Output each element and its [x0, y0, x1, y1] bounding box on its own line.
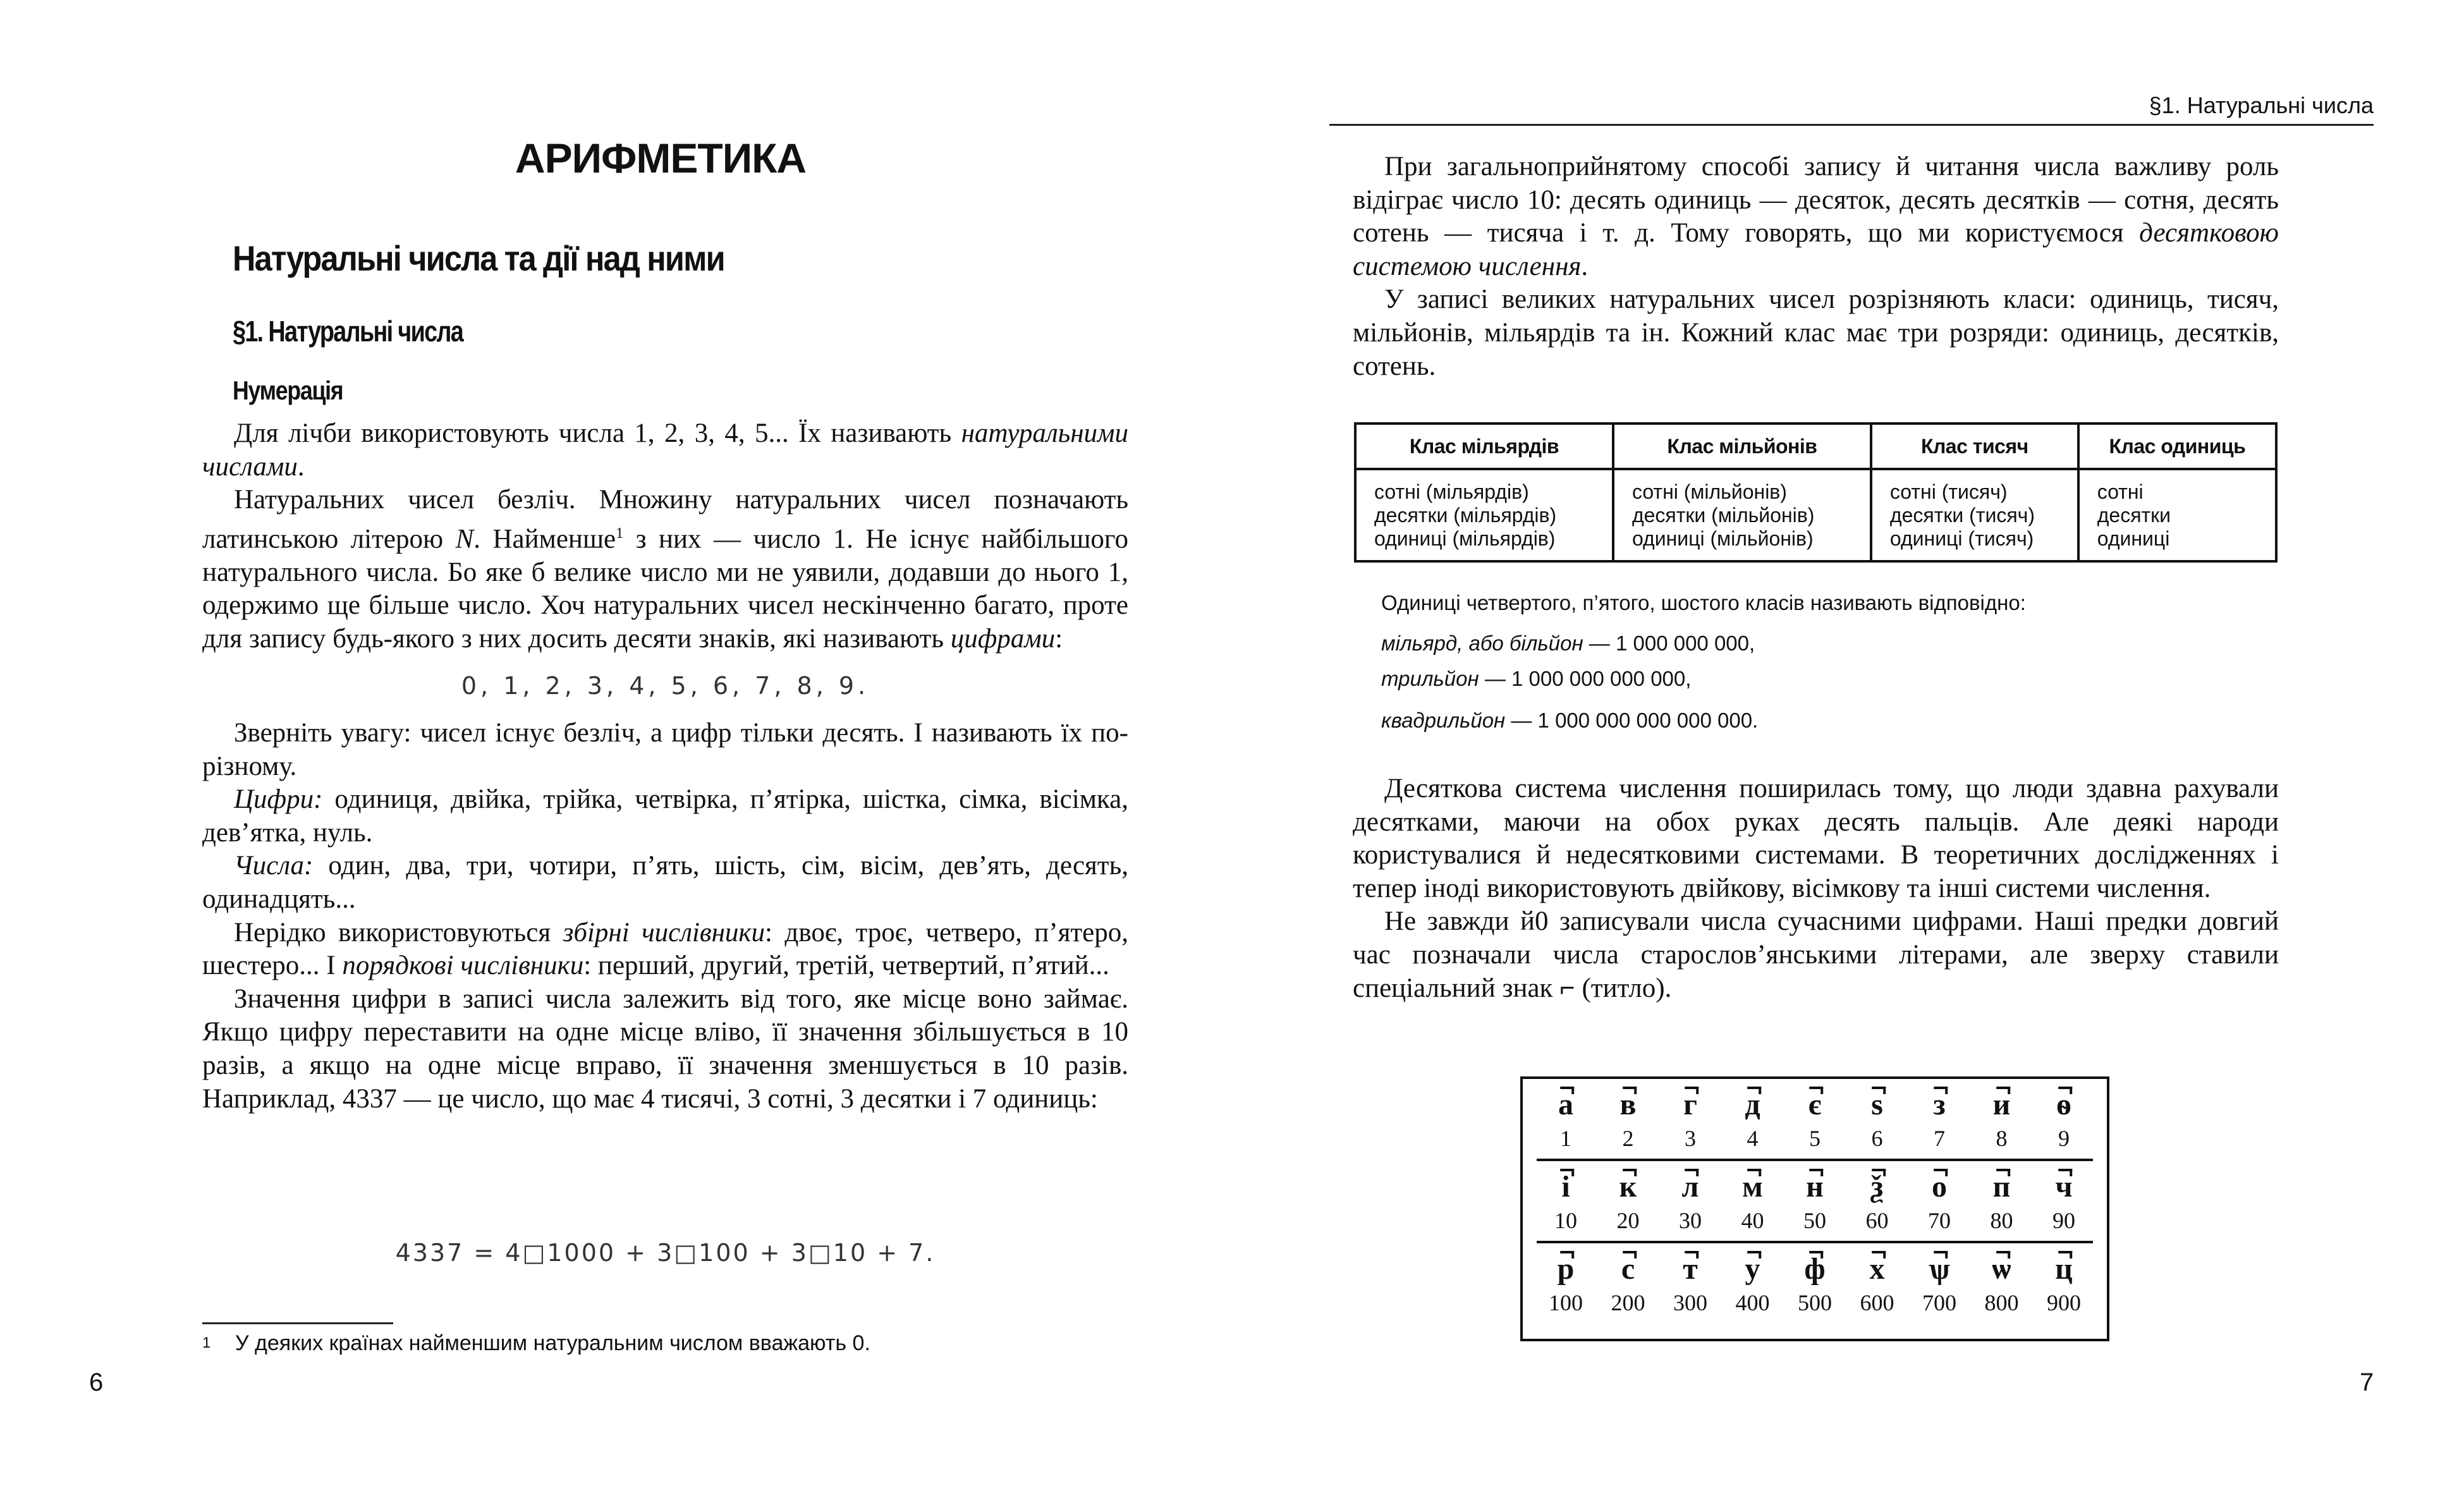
slavonic-letter: и — [1992, 1088, 2011, 1121]
table-cell — [2078, 469, 2276, 561]
value: 600 — [1860, 1290, 1894, 1315]
emphasis: збірні числівники — [563, 917, 765, 948]
emphasis: цифрами — [950, 623, 1056, 654]
cell-line: сотні (мільйонів) — [1631, 480, 1787, 503]
slavonic-cell — [1914, 1167, 1965, 1234]
slavonic-cell — [1665, 1250, 1716, 1317]
slavonic-cell — [2039, 1085, 2089, 1152]
slavonic-divider — [1537, 1159, 2093, 1161]
titlo-icon — [1747, 1169, 1761, 1176]
paragraph-digits — [202, 783, 1128, 850]
titlo-icon — [1623, 1251, 1637, 1258]
titlo-icon — [1685, 1087, 1699, 1094]
slavonic-cell — [1852, 1250, 1903, 1317]
cell-line: одиниці — [2097, 527, 2170, 550]
titlo-icon — [1996, 1169, 2010, 1176]
titlo-icon — [1872, 1169, 1886, 1176]
slavonic-cell — [1852, 1085, 1903, 1152]
classes-table — [1354, 422, 2278, 563]
slavonic-cell — [1540, 1250, 1591, 1317]
column-header: Клас тисяч — [1871, 424, 2078, 469]
text: : — [1055, 623, 1063, 654]
footnote-text: У деяких країнах найменшим натуральним числом вважають 0. — [235, 1331, 870, 1355]
slavonic-numerals-table — [1520, 1076, 2109, 1341]
right-body-bottom — [1353, 772, 2279, 1005]
value: 100 — [1549, 1290, 1583, 1315]
footnote-rule — [202, 1322, 393, 1324]
titlo-icon — [1996, 1251, 2010, 1258]
value: 10 — [1554, 1208, 1577, 1233]
titlo-icon — [1685, 1169, 1699, 1176]
cell-line: сотні — [2097, 480, 2144, 503]
text: Для лічби використовують числа 1, 2, 3, 4, 5... Їх називають — [234, 418, 961, 448]
titlo-icon — [1747, 1251, 1761, 1258]
value: 1 — [1560, 1126, 1571, 1151]
paragraph-numbers — [202, 850, 1128, 916]
text: . — [1581, 251, 1589, 281]
text: : перший, другий, третій, четвертий, п’ятий... — [583, 951, 1109, 981]
paragraph-infinite — [202, 484, 1128, 655]
titlo-icon — [1934, 1251, 1948, 1258]
right-body-top — [1353, 150, 2279, 383]
text: одиниця, двійка, трійка, четвірка, п’ятірка, шістка, сімка, вісімка, дев’ятка, нуль. — [202, 784, 1128, 848]
table-cell — [1613, 469, 1871, 561]
paragraph-attention: Зверніть увагу: чисел існує безліч, а цифр тільки десять. І називають їх по-різному. — [202, 718, 1128, 781]
subsection-title: Нумерація — [233, 375, 343, 405]
paragraph-natural-numbers — [202, 417, 1128, 484]
slavonic-letter: н — [1806, 1170, 1824, 1204]
column-header: Клас мільйонів — [1613, 424, 1871, 469]
text: (титло). — [1575, 973, 1672, 1003]
cell-line: одиниці (тисяч) — [1889, 527, 2034, 550]
value: 60 — [1865, 1208, 1889, 1233]
slavonic-letter: ѕ — [1852, 1085, 1903, 1124]
slavonic-cell — [1790, 1250, 1840, 1317]
slavonic-cell — [1665, 1167, 1716, 1234]
slavonic-cell — [1914, 1085, 1965, 1152]
value: 40 — [1741, 1208, 1764, 1233]
text: з них — число 1. Не існує найбільшого натурального числа. Бо яке б велике число ми не уявили, додавши до нього 1, одержимо ще більше число. Хоч натуральних чисел нескінченно багато, проте для запису будь-якого з них досить десяти знаків, які називають — [202, 524, 1129, 654]
value: 400 — [1735, 1290, 1770, 1315]
value: 700 — [1922, 1290, 1956, 1315]
titlo-icon — [1623, 1087, 1637, 1094]
slavonic-letter: а — [1558, 1088, 1573, 1121]
slavonic-cell — [1977, 1250, 2027, 1317]
digits-line: 0, 1, 2, 3, 4, 5, 6, 7, 8, 9. — [461, 672, 870, 700]
text: Натуральних чисел безліч. Множину натуральних чисел позначають латинською літерою — [202, 485, 1128, 554]
slavonic-letter: п — [1992, 1170, 2011, 1204]
note-item — [1381, 709, 2266, 733]
value: 800 — [1984, 1290, 2019, 1315]
value: 50 — [1803, 1208, 1826, 1233]
slavonic-row-units — [1523, 1085, 2107, 1152]
slavonic-divider — [1537, 1241, 2093, 1243]
value: 9 — [2058, 1126, 2070, 1151]
cell-line: десятки — [2097, 503, 2171, 527]
note-term: мільярд, або більйон — [1381, 631, 1583, 655]
value: 7 — [1934, 1126, 1945, 1151]
value: 70 — [1928, 1208, 1951, 1233]
text: один, два, три, чотири, п’ять, шість, сім, вісім, дев’ять, десять, одинадцять... — [202, 851, 1128, 915]
paragraph-classes: У записі великих натуральних чисел розрізняють класи: одиниць, тисяч, мільйонів, мільярдів та ін. Кожний клас має три розряди: одиниць, десятків, сотень. — [1353, 284, 2279, 381]
table-cell — [1355, 469, 1613, 561]
titlo-icon — [1872, 1251, 1886, 1258]
slavonic-letter: м — [1742, 1170, 1763, 1204]
note-term: трильйон — [1381, 667, 1479, 690]
slavonic-letter: к — [1619, 1170, 1637, 1204]
slavonic-letter: т — [1683, 1252, 1698, 1286]
chapter-title-text: АРИФМЕТИКА — [515, 135, 807, 181]
cell-line: десятки (мільйонів) — [1631, 503, 1815, 527]
slavonic-letter: ѱ — [1929, 1252, 1950, 1286]
slavonic-letter: і — [1540, 1167, 1591, 1207]
value: 90 — [2052, 1208, 2075, 1233]
titlo-icon — [1685, 1251, 1699, 1258]
value: 2 — [1622, 1126, 1634, 1151]
slavonic-cell — [1603, 1085, 1654, 1152]
value: 900 — [2047, 1290, 2081, 1315]
titlo-icon — [1560, 1251, 1574, 1258]
column-header: Клас одиниць — [2078, 424, 2276, 469]
chapter-title — [0, 134, 1327, 182]
slavonic-letter: л — [1681, 1170, 1699, 1204]
value: 200 — [1611, 1290, 1645, 1315]
titlo-icon — [1996, 1087, 2010, 1094]
table-row — [1355, 469, 2276, 561]
slavonic-cell — [1540, 1085, 1591, 1152]
titlo-icon — [2058, 1087, 2072, 1094]
slavonic-cell — [1728, 1167, 1778, 1234]
table-header-row — [1355, 424, 2276, 469]
slavonic-letter: з — [1914, 1085, 1965, 1124]
titlo-icon — [1809, 1087, 1823, 1094]
note-value: — 1 000 000 000, — [1583, 631, 1755, 655]
note-value: — 1 000 000 000 000 000. — [1505, 709, 1759, 732]
titlo-icon — [1623, 1169, 1637, 1176]
page-number-right: 7 — [2360, 1368, 2374, 1396]
titlo-icon — [1809, 1169, 1823, 1176]
text: . Найменше — [473, 524, 616, 554]
value: 20 — [1616, 1208, 1640, 1233]
slavonic-letter: о — [1932, 1170, 1947, 1204]
value: 6 — [1871, 1126, 1883, 1151]
slavonic-cell — [2039, 1250, 2089, 1317]
section-title: Натуральні числа та дії над ними — [233, 238, 724, 278]
slavonic-row-hundreds — [1523, 1250, 2107, 1317]
titlo-icon — [1872, 1087, 1886, 1094]
slavonic-letter: ѡ — [1992, 1252, 2011, 1286]
slavonic-cell — [2039, 1167, 2089, 1234]
text: : двоє, троє, четверо, п’ятеро, шестеро... І — [202, 917, 1129, 981]
note-term: квадрильйон — [1381, 709, 1506, 732]
slavonic-letter: с — [1603, 1250, 1654, 1289]
emphasis: Числа: — [234, 851, 314, 881]
slavonic-letter: ѳ — [2056, 1088, 2071, 1121]
titlo-icon — [1809, 1251, 1823, 1258]
slavonic-cell — [1914, 1250, 1965, 1317]
slavonic-letter: д — [1745, 1088, 1760, 1121]
slavonic-letter: р — [1557, 1252, 1575, 1286]
footnote-reference[interactable]: 1 — [616, 525, 624, 542]
footnote — [202, 1332, 1150, 1355]
table-cell — [1871, 469, 2078, 561]
note-item — [1381, 667, 2266, 709]
note-intro: Одиниці четвертого, п’ятого, шостого класів називають відповідно: — [1381, 591, 2026, 614]
left-body — [202, 417, 1128, 1116]
slavonic-letter: в — [1619, 1088, 1637, 1121]
slavonic-letter: ѯ — [1852, 1167, 1903, 1207]
slavonic-cell — [1728, 1085, 1778, 1152]
slavonic-letter: х — [1869, 1252, 1885, 1286]
slavonic-cell — [1852, 1167, 1903, 1234]
set-symbol: N — [455, 524, 474, 554]
slavonic-cell — [1790, 1085, 1840, 1152]
value: 500 — [1798, 1290, 1832, 1315]
value: 4 — [1747, 1126, 1759, 1151]
running-head: §1. Натуральні числа — [2149, 92, 2374, 118]
paragraph-numerals — [202, 917, 1128, 983]
large-classes-note — [1381, 591, 2266, 733]
titlo-icon — [1934, 1087, 1948, 1094]
value: 8 — [1996, 1126, 2008, 1151]
titlo-sign-icon: ⌐ — [1559, 973, 1575, 1003]
note-item — [1381, 631, 2266, 667]
cell-line: одиниці (мільярдів) — [1374, 527, 1556, 550]
slavonic-cell — [1540, 1167, 1591, 1234]
text: Не завжди й0 записували числа сучасними цифрами. Наші предки довгий час позначали числа старослов’янськими літерами, але зверху ставили спеціальний знак — [1353, 906, 2279, 1003]
cell-line: сотні (тисяч) — [1889, 480, 2008, 503]
value: 30 — [1679, 1208, 1702, 1233]
titlo-icon — [1747, 1087, 1761, 1094]
slavonic-letter: ч — [2055, 1170, 2073, 1204]
slavonic-row-tens — [1523, 1167, 2107, 1234]
slavonic-cell — [1790, 1167, 1840, 1234]
value: 80 — [1990, 1208, 2013, 1233]
slavonic-cell — [1603, 1250, 1654, 1317]
text: . — [297, 451, 305, 482]
slavonic-cell — [1603, 1167, 1654, 1234]
text: При загальноприйнятому способі запису й читання числа важливу роль відіграє число 10: десять одиниць — десяток, десять десятків — сотня, десять сотень — тисяча і т. д. Тому говорять, що ми користуємося — [1353, 152, 2279, 248]
value: 5 — [1809, 1126, 1821, 1151]
classes-table-grid — [1354, 422, 2278, 563]
slavonic-letter: ц — [2055, 1252, 2073, 1286]
slavonic-letter: є — [1790, 1085, 1840, 1124]
slavonic-letter: г — [1665, 1085, 1716, 1124]
slavonic-letter: у — [1745, 1252, 1760, 1286]
note-value: — 1 000 000 000 000, — [1479, 667, 1692, 690]
value: 300 — [1673, 1290, 1707, 1315]
slavonic-cell — [1728, 1250, 1778, 1317]
emphasis: Цифри: — [234, 784, 323, 815]
paragraph-decimal-system — [1353, 150, 2279, 283]
cell-line: сотні (мільярдів) — [1374, 480, 1529, 503]
emphasis: десятковою системою числення — [1353, 218, 2279, 281]
emphasis: порядкові числівники — [342, 951, 584, 981]
footnote-marker: 1 — [202, 1334, 211, 1351]
slavonic-cell — [1977, 1167, 2027, 1234]
column-header: Клас мільярдів — [1355, 424, 1613, 469]
cell-line: десятки (тисяч) — [1889, 503, 2035, 527]
titlo-icon — [1560, 1169, 1574, 1176]
value: 3 — [1685, 1126, 1696, 1151]
emphasis: натуральними числами — [202, 418, 1128, 482]
paragraph-place-value: Значення цифри в записі числа залежить від того, яке місце воно займає. Якщо цифру переставити на одне місце вліво, її значення збільшується в 10 разів, а якщо на одне місце вправо, її значення зменшується в 10 разів. Наприклад, 4337 — це число, що має 4 тисячі, 3 сотні, 3 десятки і 7 одиниць: — [202, 984, 1128, 1114]
slavonic-cell — [1665, 1085, 1716, 1152]
paragraph-history: Десяткова система числення поширилась тому, що люди здавна рахували десятками, маючи на обох руках десять пальців. Але деякі народи користувалися й недесятковими системами. В теоретичних дослідженнях і тепер іноді використовують двійкову, вісімкову та інші системи числення. — [1353, 774, 2279, 903]
paragraph-slavonic — [1353, 905, 2279, 1005]
titlo-icon — [2058, 1169, 2072, 1176]
titlo-icon — [1560, 1087, 1574, 1094]
cell-line: десятки (мільярдів) — [1374, 503, 1557, 527]
slavonic-letter: ф — [1804, 1252, 1826, 1286]
text: Нерідко використовуються — [234, 917, 563, 948]
running-head-rule — [1329, 124, 2374, 126]
titlo-icon — [1934, 1169, 1948, 1176]
page-number-left: 6 — [89, 1368, 104, 1396]
paragraph-title: §1. Натуральні числа — [233, 315, 463, 348]
slavonic-cell — [1977, 1085, 2027, 1152]
titlo-icon — [2058, 1251, 2072, 1258]
cell-line: одиниці (мільйонів) — [1631, 527, 1814, 550]
expansion-formula: 4337 = 4□1000 + 3□100 + 3□10 + 7. — [395, 1239, 936, 1267]
